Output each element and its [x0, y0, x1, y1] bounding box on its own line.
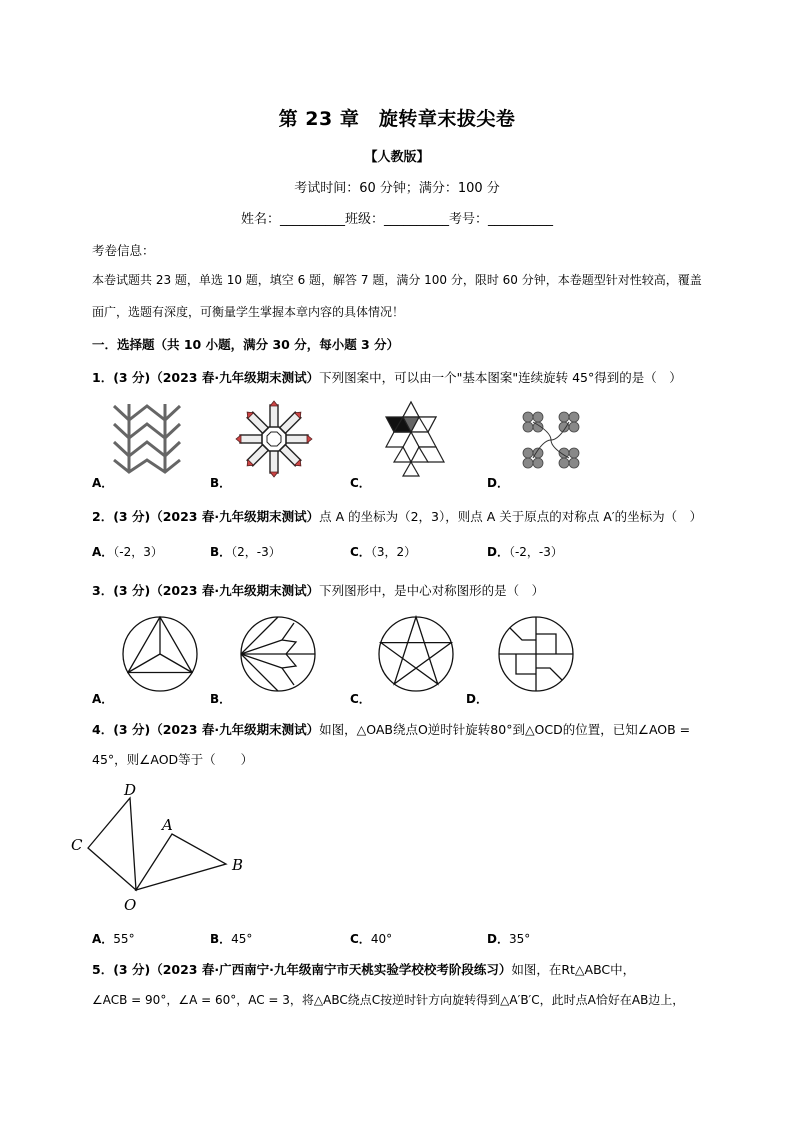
question-number: 1．: [92, 370, 114, 385]
q3-figure-c-star-circle: [376, 614, 456, 694]
question-3: [92, 581, 544, 599]
question-number: 3．: [92, 583, 114, 598]
question-4-line-2: 45°，则∠AOD等于（ ）: [92, 752, 254, 767]
q2-option-a[interactable]: A．（-2，3）: [92, 545, 163, 559]
info-line-1: 本卷试题共 23 题，单选 10 题，填空 6 题，解答 7 题，满分 100 分，限时 60 分钟，本卷题型针对性较高，覆盖: [92, 273, 702, 287]
question-text: 下列图案中，可以由一个"基本图案"连续旋转 45°得到的是（ ）: [319, 370, 682, 385]
q3-option-c[interactable]: C．: [350, 692, 371, 706]
q2-option-d[interactable]: D．（-2，-3）: [487, 545, 563, 559]
exam-info: 考试时间：60 分钟；满分：100 分: [294, 181, 500, 196]
q1-figure-a-lattice: [112, 402, 182, 474]
vertex-b-label: B: [232, 856, 244, 874]
question-text: 如图，在Rt△ABC中，: [511, 962, 636, 977]
question-score: (3 分): [113, 509, 151, 524]
question-4-line-1: [92, 720, 690, 738]
q3-figure-b-arrow-circle: [238, 614, 318, 694]
q4-option-c[interactable]: C．40°: [350, 932, 393, 946]
q4-option-d[interactable]: D．35°: [487, 932, 531, 946]
question-number: 2．: [92, 509, 114, 524]
q1-option-b[interactable]: B．: [210, 476, 232, 490]
q3-option-b[interactable]: B．: [210, 692, 232, 706]
question-2: [92, 507, 702, 525]
info-heading: 考卷信息：: [92, 243, 155, 258]
vertex-d-label: D: [124, 781, 137, 799]
question-score: (3 分): [113, 583, 151, 598]
q1-figure-d-clover: [508, 402, 594, 478]
question-source: （2023 春·广西南宁·九年级南宁市天桃实验学校校考阶段练习）: [150, 962, 512, 977]
q1-figure-c-hexagram: [368, 400, 454, 478]
q4-figure-rotation: [66, 778, 256, 914]
question-number: 5．: [92, 962, 114, 977]
q2-option-b[interactable]: B．（2，-3）: [210, 545, 281, 559]
q3-figure-a-triangle-circle: [120, 614, 200, 694]
question-score: (3 分): [113, 370, 151, 385]
question-source: （2023 春·九年级期末测试）: [150, 370, 320, 385]
q3-figure-d-pinwheel-circle: [496, 614, 576, 694]
question-source: （2023 春·九年级期末测试）: [150, 509, 320, 524]
question-score: (3 分): [113, 722, 151, 737]
question-5-line-2: ∠ACB = 90°，∠A = 60°，AC = 3，将△ABC绕点C按逆时针方向旋转得到△A′B′C，此时点A恰好在AB边上，: [92, 993, 685, 1007]
question-number: 4．: [92, 722, 114, 737]
vertex-c-label: C: [71, 836, 83, 854]
q2-option-c[interactable]: C．（3，2）: [350, 545, 417, 559]
q1-figure-b-octagon-flower: [232, 400, 316, 478]
edition-label: 【人教版】: [364, 150, 430, 165]
question-1: [92, 368, 682, 386]
q3-option-d[interactable]: D．: [466, 692, 488, 706]
question-score: (3 分): [113, 962, 151, 977]
info-line-2: 面广，选题有深度，可衡量学生掌握本章内容的具体情况！: [92, 305, 405, 319]
q1-option-d[interactable]: D．: [487, 476, 509, 490]
vertex-a-label: A: [162, 816, 173, 834]
q4-option-b[interactable]: B．45°: [210, 932, 253, 946]
vertex-o-label: O: [124, 896, 137, 914]
student-info-line: 姓名：__________班级：__________考号：__________: [240, 212, 553, 227]
q1-option-c[interactable]: C．: [350, 476, 371, 490]
question-5-line-1: [92, 960, 635, 978]
q3-option-a[interactable]: A．: [92, 692, 114, 706]
question-text: 下列图形中，是中心对称图形的是（ ）: [319, 583, 545, 598]
question-source: （2023 春·九年级期末测试）: [150, 722, 320, 737]
question-source: （2023 春·九年级期末测试）: [150, 583, 320, 598]
section-heading: 一．选择题（共 10 小题，满分 30 分，每小题 3 分）: [92, 337, 400, 352]
page-title: 第 23 章 旋转章末拔尖卷: [278, 108, 516, 130]
question-text: 点 A 的坐标为（2，3），则点 A 关于原点的对称点 A′的坐标为（ ）: [319, 509, 703, 524]
q4-option-a[interactable]: A．55°: [92, 932, 135, 946]
question-text: 如图，△OAB绕点O逆时针旋转80°到△OCD的位置，已知∠AOB =: [319, 722, 691, 737]
q1-option-a[interactable]: A．: [92, 476, 114, 490]
